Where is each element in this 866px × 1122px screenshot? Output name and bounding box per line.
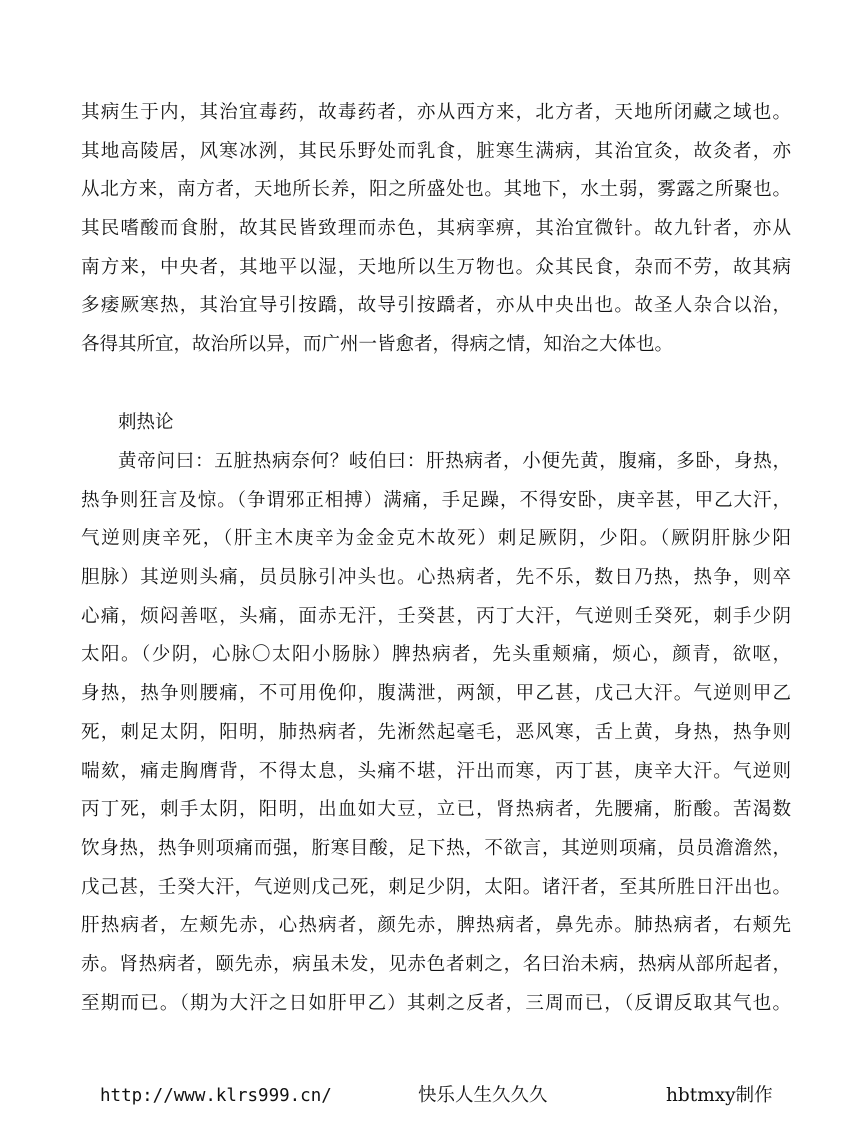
text-line: 饮身热，热争则项痛而强，胻寒目酸，足下热，不欲言，其逆则项痛，员员澹澹然， bbox=[81, 837, 791, 859]
text-line: 死，刺足太阴，阳明，肺热病者，先淅然起毫毛，恶风寒，舌上黄，身热，热争则 bbox=[81, 721, 791, 743]
text-line: 气逆则庚辛死，（肝主木庚辛为金金克木故死）刺足厥阴，少阳。（厥阴肝脉少阳 bbox=[81, 528, 791, 550]
paragraph-1 bbox=[81, 94, 791, 365]
text-line: 喘欬，痛走胸膺背，不得太息，头痛不堪，汗出而寒，丙丁甚，庚辛大汗。气逆则 bbox=[81, 760, 791, 782]
text-line: 黄帝问曰：五脏热病奈何？岐伯曰：肝热病者，小便先黄，腹痛，多卧，身热， bbox=[118, 451, 791, 472]
text-line: 其地高陵居，风寒冰洌，其民乐野处而乳食，脏寒生满病，其治宜灸，故灸者，亦 bbox=[81, 140, 791, 162]
text-line: 丙丁死，刺手太阴，阳明，出血如大豆，立已，肾热病者，先腰痛，胻酸。苦渴数 bbox=[81, 799, 791, 821]
text-line: 南方来，中央者，其地平以湿，天地所以生万物也。众其民食，杂而不劳，故其病 bbox=[81, 256, 791, 278]
text-line: 各得其所宜，故治所以异，而广州一皆愈者，得病之情，知治之大体也。 bbox=[81, 334, 674, 356]
footer-credit: hbtmxy制作 bbox=[666, 1085, 773, 1106]
section-heading: 刺热论 bbox=[118, 412, 174, 433]
text-line: 从北方来，南方者，天地所长养，阳之所盛处也。其地下，水土弱，雾露之所聚也。 bbox=[81, 179, 791, 201]
text-line: 其病生于内，其治宜毒药，故毒药者，亦从西方来，北方者，天地所闭藏之域也。 bbox=[81, 102, 791, 123]
footer-url-link[interactable]: http://www.klrs999.cn/ bbox=[100, 1086, 332, 1106]
footer-site-title: 快乐人生久久久 bbox=[418, 1085, 548, 1106]
text-line: 戊己甚，壬癸大汗，气逆则戊己死，刺足少阴，太阳。诸汗者，至其所胜日汗出也。 bbox=[81, 876, 791, 898]
text-line: 其民嗜酸而食胕，故其民皆致理而赤色，其病挛痹，其治宜微针。故九针者，亦从 bbox=[81, 218, 791, 240]
page-footer bbox=[0, 1076, 866, 1116]
text-line: 太阳。（少阴，心脉〇太阳小肠脉）脾热病者，先头重颊痛，烦心，颜青，欲呕， bbox=[81, 644, 791, 666]
text-line: 赤。肾热病者，颐先赤，病虽未发，见赤色者刺之，名曰治未病，热病从部所起者， bbox=[81, 953, 791, 975]
text-line: 多痿厥寒热，其治宜导引按蹻，故导引按蹻者，亦从中央出也。故圣人杂合以治， bbox=[81, 295, 791, 317]
text-line: 心痛，烦闷善呕，头痛，面赤无汗，壬癸甚，丙丁大汗，气逆则壬癸死，刺手少阴 bbox=[81, 605, 791, 627]
text-line: 身热，热争则腰痛，不可用俛仰，腹满泄，两颔，甲乙甚，戊己大汗。气逆则甲乙 bbox=[81, 683, 791, 705]
text-line: 肝热病者，左颊先赤，心热病者，颜先赤，脾热病者，鼻先赤。肺热病者，右颊先 bbox=[81, 915, 791, 937]
text-line: 至期而已。（期为大汗之日如肝甲乙）其刺之反者，三周而已，（反谓反取其气也。 bbox=[81, 992, 791, 1014]
text-line: 胆脉）其逆则头痛，员员脉引冲头也。心热病者，先不乐，数日乃热，热争，则卒 bbox=[81, 567, 791, 589]
text-line: 热争则狂言及惊。（争谓邪正相搏）满痛，手足躁，不得安卧，庚辛甚，甲乙大汗， bbox=[81, 489, 791, 511]
paragraph-2 bbox=[81, 443, 791, 1023]
